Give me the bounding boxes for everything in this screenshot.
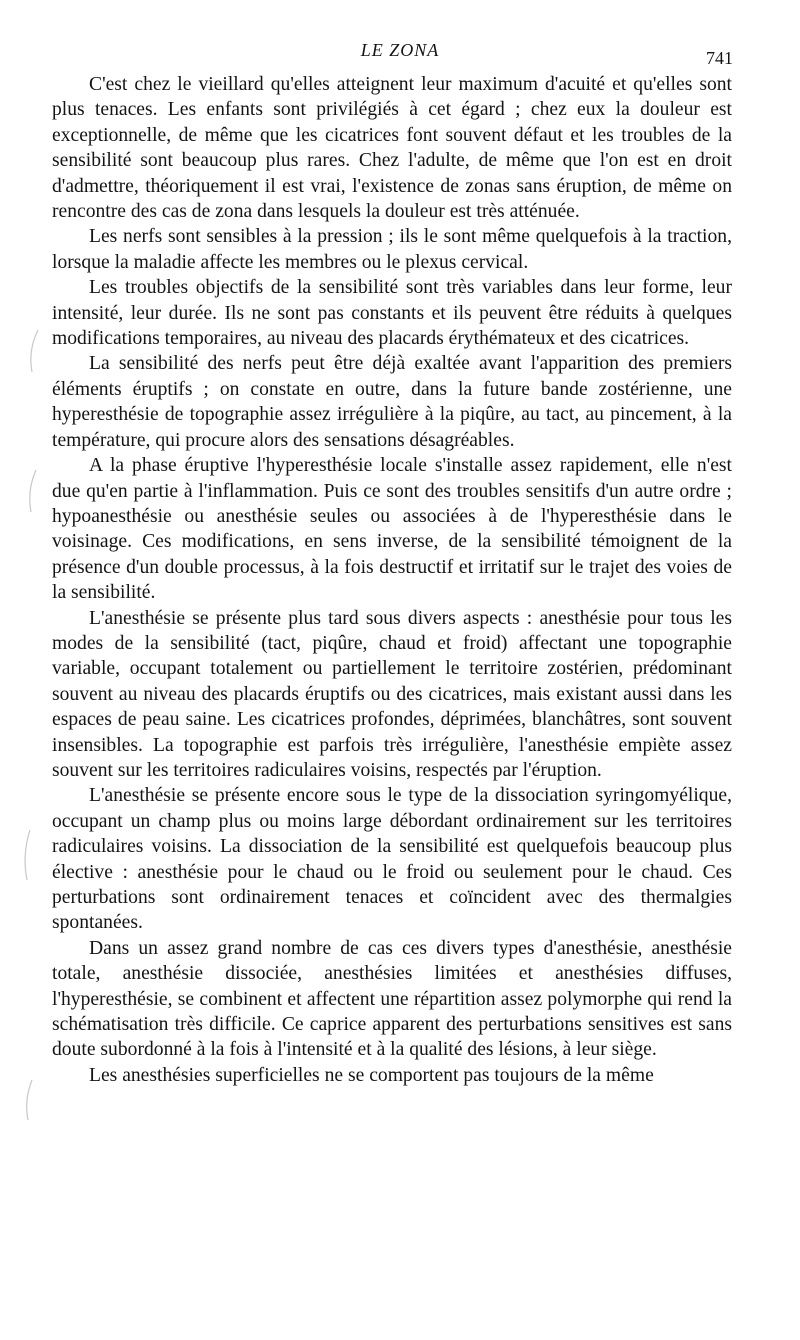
body-text [52,72,732,1088]
paragraph-9: Les anesthésies superficielles ne se comportent pas toujours de la même [89,1064,654,1086]
page-number: 741 [706,48,733,68]
paragraph-3: Les troubles objectifs de la sensibilité sont très variables dans leur forme, leur intensité, leur durée. Ils ne sont pas constants et ils peuvent être réduits à quelques modifications temporaires, au niveau des placards érythémateux et des cicatrices. [52,277,732,350]
paragraph-2: Les nerfs sont sensibles à la pression ; ils le sont même quelquefois à la traction, lorsque la maladie affecte les membres ou le plexus cervical. [52,226,732,273]
paragraph-7: L'anesthésie se présente encore sous le type de la dissociation syringomyélique, occupant un champ plus ou moins large débordant ordinairement sur les territoires radiculaires voisins. La dissociation de la sensibilité est quelquefois beaucoup plus élective : anesthésie pour le chaud ou le froid ou seulement pour le chaud. Ces perturbations sont ordinairement tenaces et coïncident avec des thermalgies spontanées. [52,785,732,934]
running-title: LE ZONA [360,40,440,60]
margin-pencil-marks [0,0,60,1340]
paragraph-5: A la phase éruptive l'hyperesthésie locale s'installe assez rapidement, elle n'est due qu'en partie à l'inflammation. Puis ce sont des troubles sensitifs d'un autre ordre ; hypoanesthésie ou anesthésie seules ou associées à de l'hyperesthésie dans le voisinage. Ces modifications, en sens inverse, de la sensibilité témoignent de la présence d'un double processus, à la fois destructif et irritatif sur le trajet des voies de la sensibilité. [52,455,732,604]
paragraph-8: Dans un assez grand nombre de cas ces divers types d'anesthésie, anesthésie totale, anesthésie dissociée, anesthésies limitées et anesthésies diffuses, l'hyperesthésie, se combinent et affectent une répartition assez polymorphe qui rend la schématisation très difficile. Ce caprice apparent des perturbations sensitives est sans doute subordonné à la fois à l'intensité et à la qualité des lésions, à leur siège. [52,937,732,1061]
paragraph-6: L'anesthésie se présente plus tard sous divers aspects : anesthésie pour tous les modes de la sensibilité (tact, piqûre, chaud et froid) affectant une topographie variable, occupant totalement ou partiellement le territoire zostérien, prédominant souvent au niveau des placards éruptifs ou des cicatrices, mais existant aussi dans les espaces de peau saine. Les cicatrices profondes, déprimées, blanchâtres, sont souvent insensibles. La topographie est parfois très irrégulière, l'anesthésie empiète assez souvent sur les territoires radiculaires voisins, respectés par l'éruption. [52,607,732,781]
paragraph-4: La sensibilité des nerfs peut être déjà exaltée avant l'apparition des premiers éléments éruptifs ; on constate en outre, dans la future bande zostérienne, une hyperesthésie de topographie assez irrégulière à la piqûre, au tact, au pincement, à la température, qui procure alors des sensations désagréables. [52,353,732,451]
paragraph-1: C'est chez le vieillard qu'elles atteignent leur maximum d'acuité et qu'elles sont plus tenaces. Les enfants sont privilégiés à cet égard ; chez eux la douleur est exceptionnelle, de même que les cicatrices font souvent défaut et les troubles de la sensibilité sont beaucoup plus rares. Chez l'adulte, de même que l'on est en droit d'admettre, théoriquement il est vrai, l'existence de zonas sans éruption, de même on rencontre des cas de zona dans lesquels la douleur est très atténuée. [52,74,732,223]
